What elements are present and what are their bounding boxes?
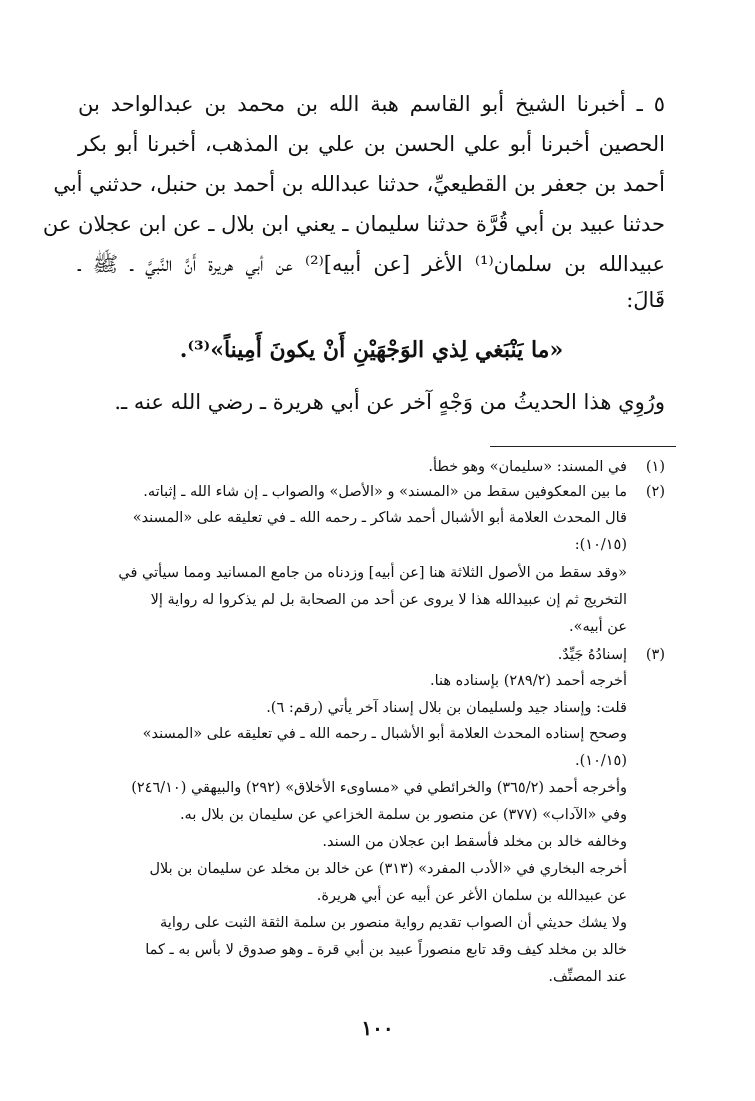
- main-text-line: عبيدالله بن سلمان⁽¹⁾ الأغر [عن أبيه]⁽²⁾ عن أبي هريرة أَنَّ النَّبيَّ ـ ﷺ ـ: [78, 252, 665, 276]
- hadith-quote: «ما يَنْبَغي لِذي الوَجْهَيْنِ أَنْ يكونَ أَمِيناً»⁽³⁾.: [179, 337, 564, 363]
- footnote-text: وفي «الآداب» (٣٧٧) عن منصور بن سلمة الخزاعي عن سليمان بن بلال به.: [179, 807, 627, 823]
- footnote-text: وخالفه خالد بن مخلد فأسقط ابن عجلان من السند.: [322, 834, 627, 850]
- footnote-text: قال المحدث العلامة أبو الأشبال أحمد شاكر ـ رحمه الله ـ في تعليقه على «المسند»: [132, 510, 627, 526]
- footnote-number: (٢): [645, 484, 665, 500]
- main-text-line: قَالَ:: [626, 288, 665, 312]
- footnote-text: (١٠/١٥):: [574, 537, 627, 553]
- footnote-number: (١): [645, 459, 665, 475]
- main-text-line: ٥ ـ أخبرنا الشيخ أبو القاسم هبة الله بن محمد بن عبدالواحد بن: [78, 92, 665, 116]
- main-text-line: أحمد بن جعفر بن القطيعيِّ، حدثنا عبدالله بن أحمد بن حنبل، حدثني أبي: [53, 172, 665, 196]
- footnote-text: أخرجه أحمد (٢٨٩/٢) بإسناده هنا.: [429, 673, 627, 689]
- footnote-text: (١٠/١٥).: [575, 753, 627, 769]
- footnote-text: عند المصنِّف.: [548, 969, 627, 985]
- footnote-text: إسنادُهُ جَيِّدٌ.: [557, 647, 627, 663]
- footnote-text: أخرجه البخاري في «الأدب المفرد» (٣١٣) عن خالد بن مخلد عن سليمان بن بلال: [149, 861, 627, 877]
- footnote-text: خالد بن مخلد كيف وقد تابع منصوراً عبيد بن أبي قرة ـ وهو صدوق لا بأس به ـ كما: [145, 942, 627, 958]
- footnote-text: في المسند: «سليمان» وهو خطأ.: [428, 459, 627, 475]
- footnote-number: (٣): [645, 647, 665, 663]
- footnote-text: ما بين المعكوفين سقط من «المسند» و «الأصل» والصواب ـ إن شاء الله ـ إثباته.: [143, 484, 627, 500]
- footnote-text: قلت: وإسناد جيد ولسليمان بن بلال إسناد آخر يأتي (رقم: ٦).: [266, 700, 627, 716]
- footnote-text: عن عبيدالله بن سلمان الأغر عن أبيه عن أبي هريرة.: [316, 888, 627, 904]
- footnote-separator: [490, 446, 676, 447]
- main-text-line: الحصين أخبرنا أبو علي الحسن بن علي بن المذهب، أخبرنا أبو بكر: [78, 132, 665, 156]
- footnote-text: عن أبيه».: [569, 619, 627, 635]
- page-number: ١٠٠: [361, 1016, 394, 1040]
- main-text-line: ورُوِي هذا الحديثُ من وَجْهٍ آخر عن أبي هريرة ـ رضي الله عنه ـ.: [114, 390, 665, 414]
- footnote-text: التخريج ثم إن عبيدالله هذا لا يروى عن أحد من الصحابة بل لم يذكروا له رواية إلا: [150, 592, 627, 608]
- footnote-text: وأخرجه أحمد (٣٦٥/٢) والخرائطي في «مساوىء الأخلاق» (٢٩٢) والبيهقي (٢٤٦/١٠): [131, 780, 627, 796]
- main-text-line: حدثنا عبيد بن أبي قُرَّة حدثنا سليمان ـ يعني ابن بلال ـ عن ابن عجلان عن: [42, 212, 665, 236]
- footnote-text: ولا يشك حديثي أن الصواب تقديم رواية منصور بن سلمة الثقة الثبت على رواية: [160, 915, 627, 931]
- footnote-text: وصحح إسناده المحدث العلامة أبو الأشبال ـ رحمه الله ـ في تعليقه على «المسند»: [142, 726, 627, 742]
- footnote-text: «وقد سقط من الأصول الثلاثة هنا [عن أبيه] وزدناه من جامع المسانيد ومما سيأتي في: [118, 565, 627, 581]
